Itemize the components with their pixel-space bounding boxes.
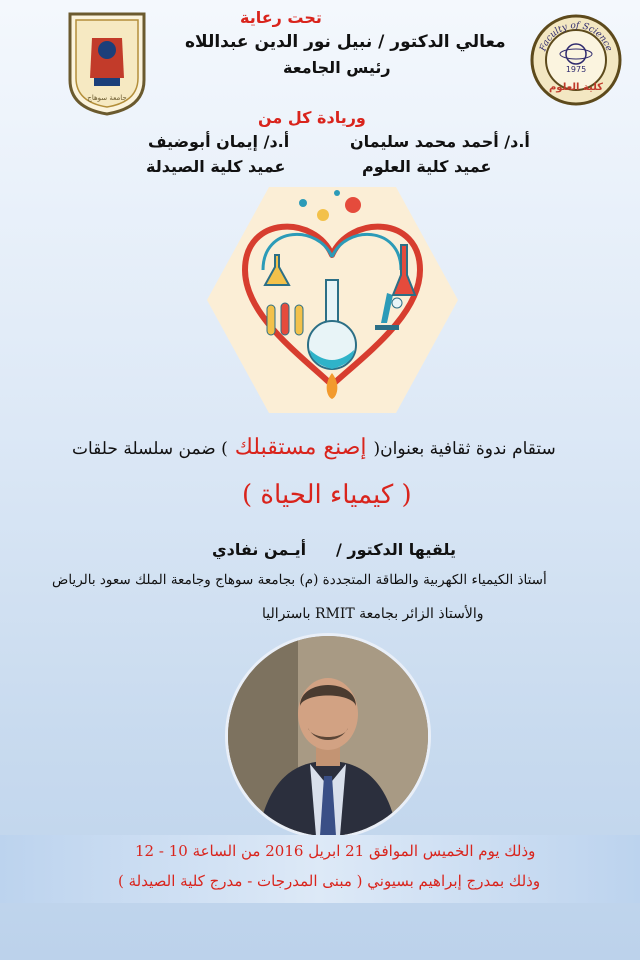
event-intro-suffix: ) ضمن سلسلة حلقات: [72, 439, 228, 459]
event-intro-line: [72, 435, 556, 460]
event-intro-prefix: ستقام ندوة ثقافية بعنوان(: [373, 439, 556, 459]
faculty-logo-arc-text: Faculty of Science: [538, 20, 614, 53]
seminar-title: إصنع مستقبلك: [227, 435, 374, 460]
presented-by-label: يلقيها الدكتور /: [336, 540, 456, 559]
university-logo: [64, 8, 150, 116]
event-venue: وذلك بمدرج إبراهيم بسيوني ( مبنى المدرجات - مدرج كلية الصيدلة ): [118, 872, 541, 890]
speaker-role-visiting: والأستاذ الزائر بجامعة RMIT باستراليا: [262, 606, 484, 622]
president-title: رئيس الجامعة: [283, 58, 391, 77]
series-title: ( كيمياء الحياة ): [242, 480, 412, 510]
test-tubes-icon: [267, 303, 303, 335]
dean-pharmacy-title: عميد كلية الصيدلة: [146, 157, 286, 176]
dean-science-title: عميد كلية العلوم: [362, 157, 492, 176]
under-patronage-label: تحت رعاية: [240, 8, 322, 27]
university-logo-text: جامعة سوهاج: [87, 94, 127, 102]
speaker-role-primary: أستاذ الكيمياء الكهربية والطاقة المتجددة (م) بجامعة سوهاج وجامعة الملك سعود بالرياض: [52, 572, 547, 588]
faculty-logo-year: 1975: [565, 65, 587, 74]
faculty-logo-arabic: كلية العلوم: [548, 82, 604, 93]
faculty-of-science-logo: [530, 14, 622, 106]
speaker-photo: [228, 636, 428, 836]
chemistry-heart-illustration: [205, 185, 460, 415]
dean-science-name: أ.د/ أحمد محمد سليمان: [350, 132, 530, 151]
event-date-time: وذلك يوم الخميس الموافق 21 ابريل 2016 من الساعة 10 - 12: [135, 842, 536, 860]
speaker-name: أيـمن نفادي: [212, 540, 307, 559]
leadership-label: وريادة كل من: [258, 108, 366, 127]
president-name: معالي الدكتور / نبيل نور الدين عبداللاه: [185, 32, 506, 52]
dean-pharmacy-name: أ.د/ إيمان أبوضيف: [148, 132, 290, 151]
